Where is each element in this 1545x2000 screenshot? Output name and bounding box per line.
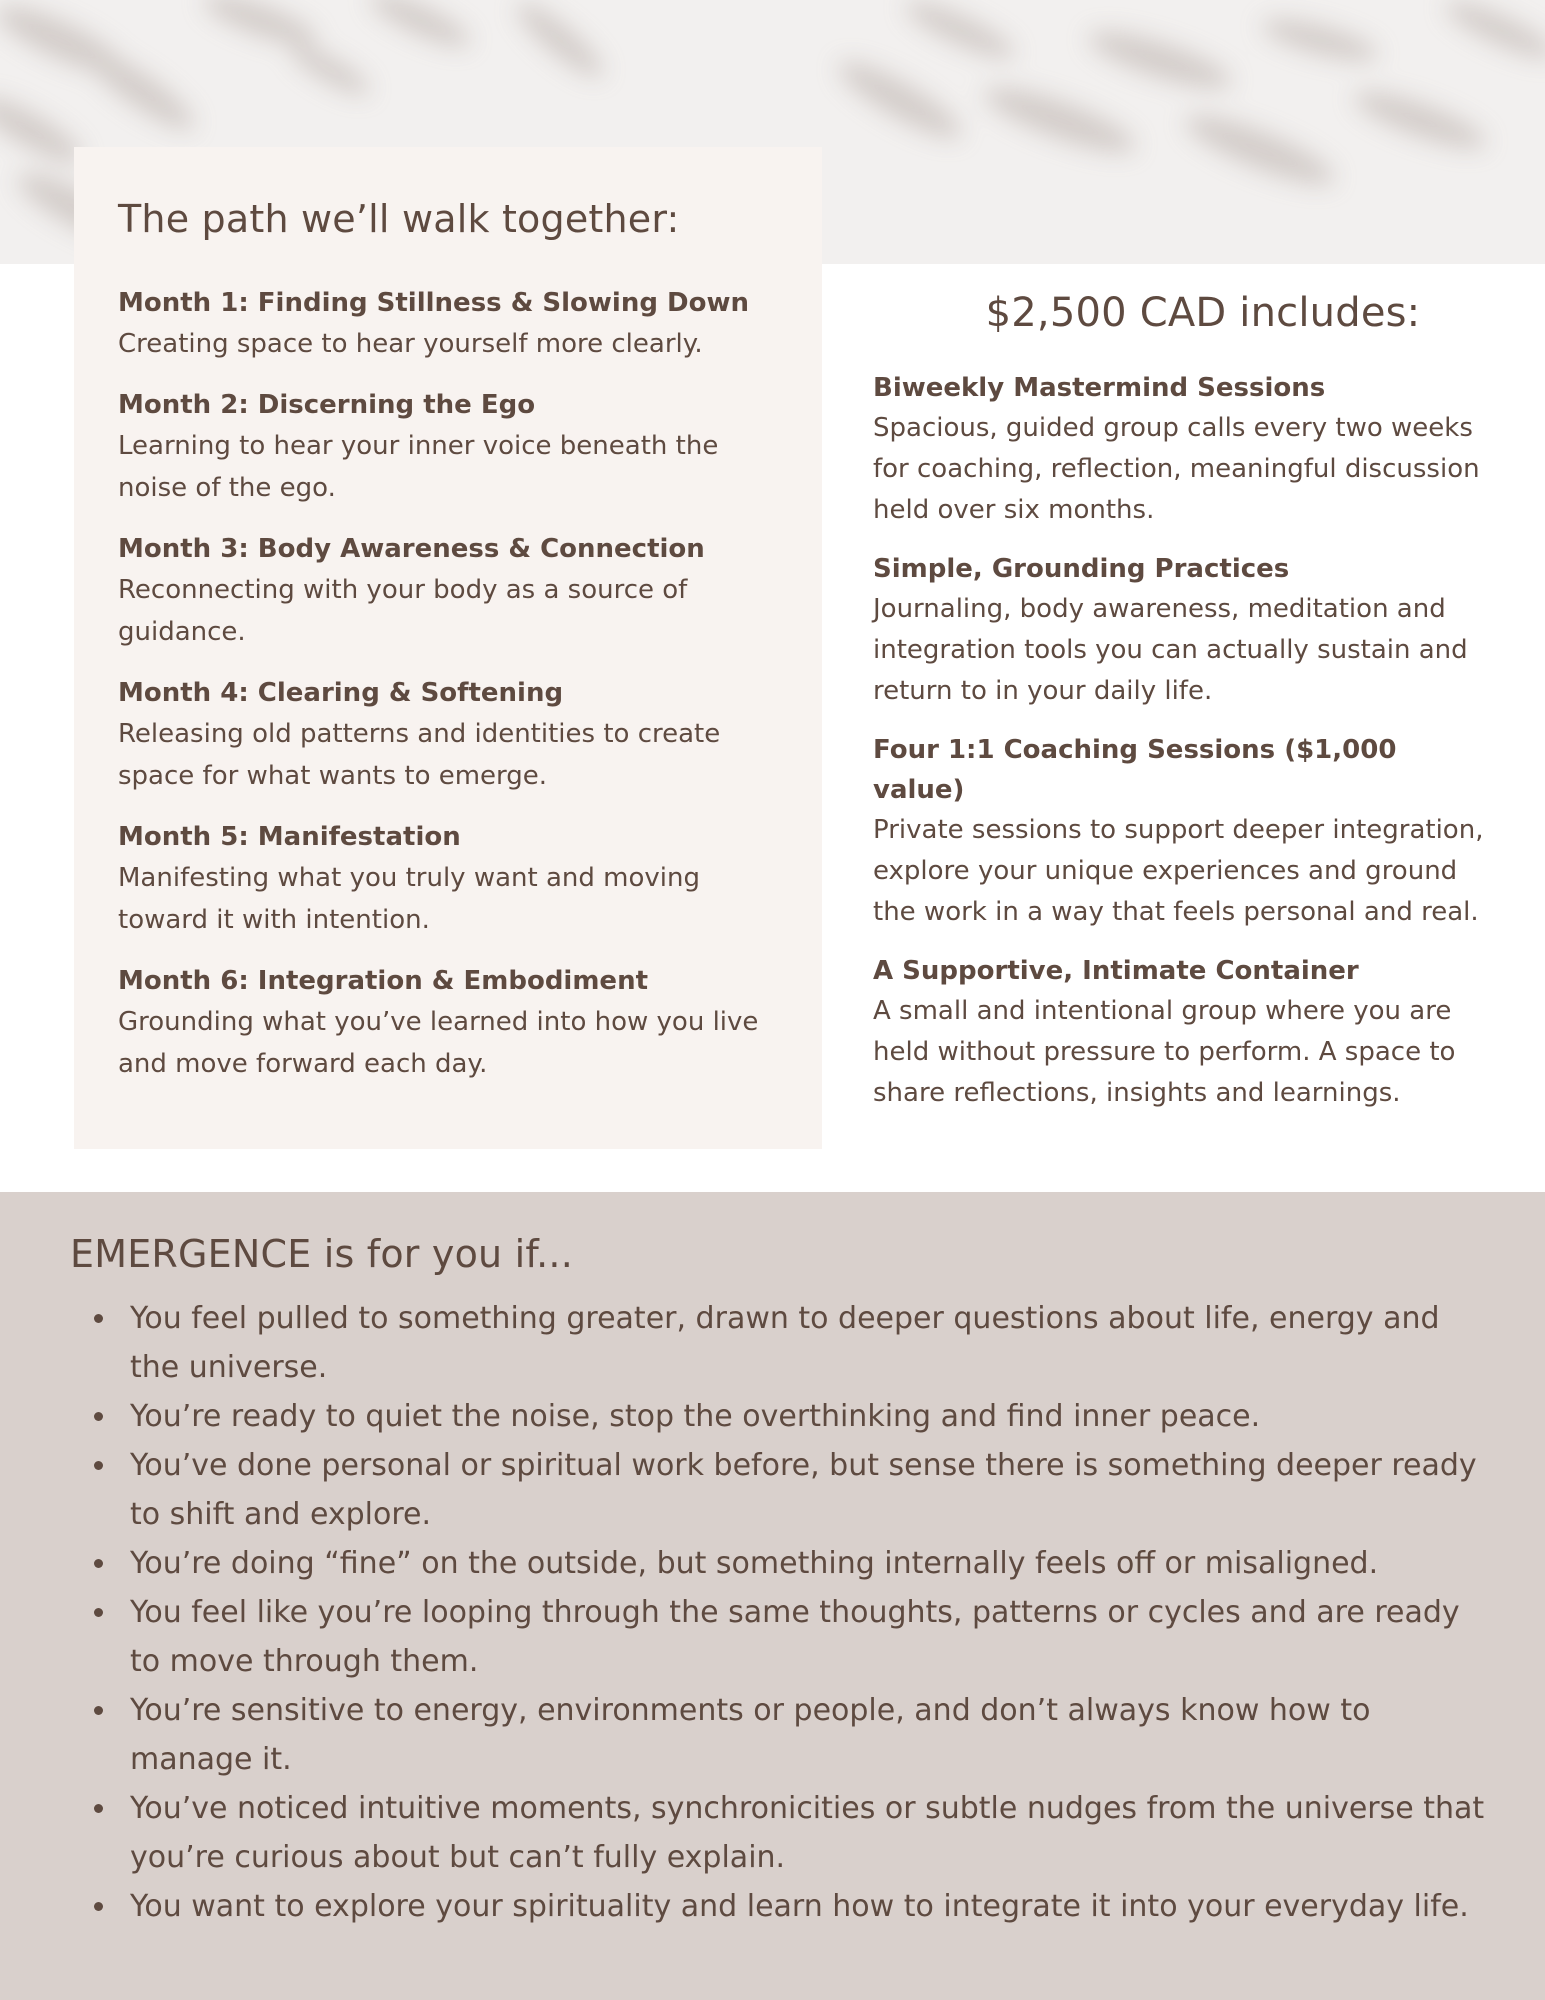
includes-item-title: Four 1:1 Coaching Sessions ($1,000 value) (873, 735, 1397, 805)
emergence-section (0, 1192, 1545, 2000)
bullet-icon (94, 1804, 103, 1813)
includes-item (873, 951, 1493, 1114)
bullet-icon (94, 1314, 103, 1323)
includes-item-description: Spacious, guided group calls every two weeks for coaching, reflection, meaningful discussion held over six months. (873, 413, 1480, 525)
includes-item (873, 730, 1493, 933)
month-description: Releasing old patterns and identities to create space for what wants to emerge. (118, 719, 721, 791)
month-title: Month 6: Integration & Embodiment (118, 966, 649, 996)
list-item-text: You’ve done personal or spiritual work before, but sense there is something deeper ready to shift and explore. (130, 1448, 1477, 1532)
month-title: Month 4: Clearing & Softening (118, 678, 564, 708)
list-item (70, 1686, 1485, 1784)
list-item (70, 1784, 1485, 1882)
emergence-title: EMERGENCE is for you if... (70, 1232, 573, 1276)
list-item (70, 1441, 1485, 1539)
month-title: Month 1: Finding Stillness & Slowing Down (118, 288, 749, 318)
list-item (70, 1588, 1485, 1686)
month-description: Reconnecting with your body as a source of guidance. (118, 575, 688, 647)
bullet-icon (94, 1608, 103, 1617)
list-item-text: You’re sensitive to energy, environments or people, and don’t always know how to manage it. (130, 1693, 1371, 1777)
includes-item-description: Journaling, body awareness, meditation and integration tools you can actually sustain and return to in your daily life. (873, 594, 1468, 706)
bullet-icon (94, 1902, 103, 1911)
path-card (74, 147, 822, 1149)
list-item (70, 1882, 1485, 1931)
bullet-icon (94, 1706, 103, 1715)
emergence-list (70, 1294, 1485, 1931)
includes-section (873, 290, 1493, 1132)
month-item (118, 283, 778, 365)
list-item (70, 1392, 1485, 1441)
month-description: Learning to hear your inner voice beneath the noise of the ego. (118, 431, 719, 503)
list-item-text: You want to explore your spirituality and learn how to integrate it into your everyday life. (130, 1889, 1469, 1924)
includes-item-title: Simple, Grounding Practices (873, 554, 1290, 584)
includes-item (873, 549, 1493, 712)
bullet-icon (94, 1559, 103, 1568)
month-item (118, 385, 778, 509)
month-description: Manifesting what you truly want and moving toward it with intention. (118, 863, 700, 935)
month-title: Month 3: Body Awareness & Connection (118, 534, 705, 564)
month-description: Grounding what you’ve learned into how you live and move forward each day. (118, 1007, 759, 1079)
list-item-text: You’re ready to quiet the noise, stop the overthinking and find inner peace. (130, 1399, 1261, 1434)
bullet-icon (94, 1461, 103, 1470)
list-item-text: You’ve noticed intuitive moments, synchronicities or subtle nudges from the universe that you’re curious about but can’t fully explain. (130, 1791, 1485, 1875)
includes-item (873, 368, 1493, 531)
month-title: Month 5: Manifestation (118, 822, 461, 852)
list-item (70, 1539, 1485, 1588)
includes-title: $2,500 CAD includes: (985, 290, 1421, 336)
includes-item-title: A Supportive, Intimate Container (873, 956, 1359, 986)
month-item (118, 961, 778, 1085)
list-item-text: You’re doing “fine” on the outside, but something internally feels off or misaligned. (130, 1546, 1379, 1581)
month-item (118, 817, 778, 941)
month-item (118, 673, 778, 797)
month-title: Month 2: Discerning the Ego (118, 390, 536, 420)
includes-item-description: A small and intentional group where you are held without pressure to perform. A space to share reflections, insights and learnings. (873, 996, 1456, 1108)
month-item (118, 529, 778, 653)
includes-item-title: Biweekly Mastermind Sessions (873, 373, 1326, 403)
includes-item-description: Private sessions to support deeper integration, explore your unique experiences and ground the work in a way that feels personal and real. (873, 815, 1484, 927)
list-item (70, 1294, 1485, 1392)
list-item-text: You feel like you’re looping through the same thoughts, patterns or cycles and are ready to move through them. (130, 1595, 1460, 1679)
bullet-icon (94, 1412, 103, 1421)
month-description: Creating space to hear yourself more clearly. (118, 329, 703, 359)
path-title: The path we’ll walk together: (118, 197, 680, 241)
list-item-text: You feel pulled to something greater, drawn to deeper questions about life, energy and the universe. (130, 1301, 1440, 1385)
